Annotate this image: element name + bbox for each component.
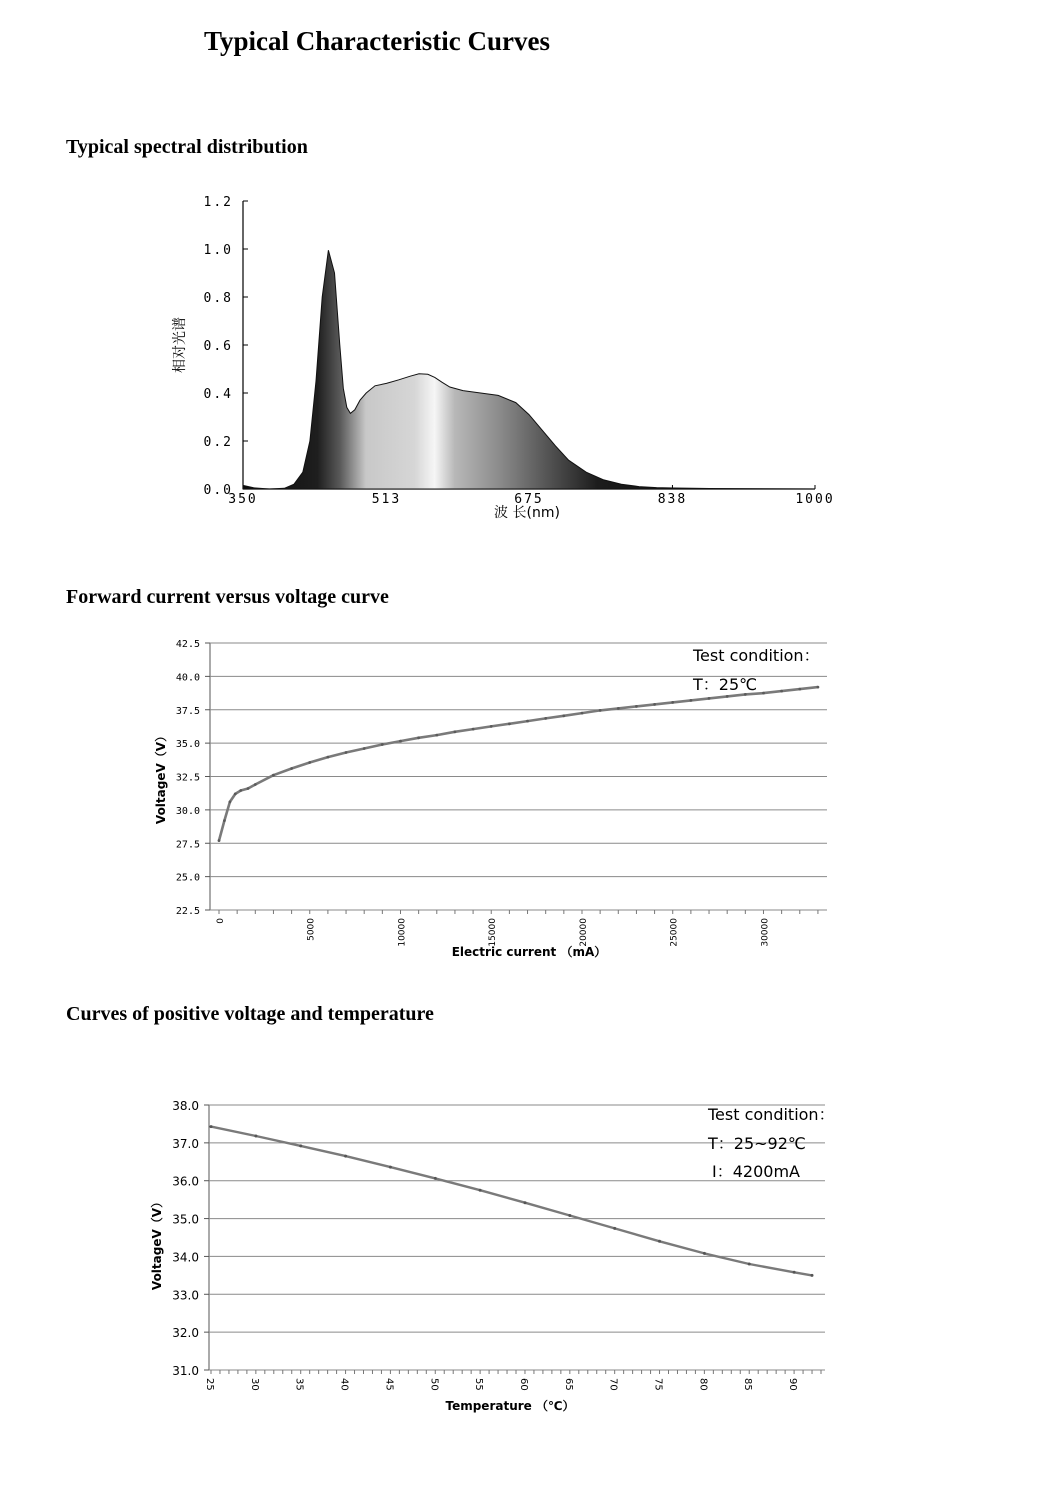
iv-point bbox=[254, 783, 257, 786]
x-tick-label: 30000 bbox=[760, 918, 771, 947]
x-tick-label: 30 bbox=[248, 1378, 260, 1391]
iv-point bbox=[798, 688, 801, 691]
x-tick-label: 15000 bbox=[488, 918, 499, 947]
iv-point bbox=[817, 686, 820, 689]
y-tick-label: 22.5 bbox=[175, 906, 200, 917]
iv-point bbox=[690, 699, 693, 702]
iv-point bbox=[562, 714, 565, 717]
x-tick-label: 45 bbox=[383, 1378, 395, 1391]
iv-point bbox=[599, 709, 602, 712]
vt-point bbox=[254, 1135, 257, 1138]
y-tick-label: 1.0 bbox=[203, 243, 233, 258]
x-tick-label: 0 bbox=[216, 918, 226, 924]
iv-point bbox=[726, 695, 729, 698]
test-condition-current: I：4200mA bbox=[712, 1162, 800, 1181]
iv-point bbox=[218, 839, 221, 842]
x-tick-label: 675 bbox=[514, 492, 544, 507]
y-tick-label: 38.0 bbox=[172, 1099, 199, 1113]
y-tick-label: 0.2 bbox=[203, 435, 233, 450]
y-tick-label: 32.5 bbox=[175, 772, 200, 784]
iv-point bbox=[234, 793, 237, 796]
iv-point bbox=[454, 730, 457, 733]
iv-point bbox=[472, 728, 475, 731]
iv-point bbox=[708, 697, 711, 700]
iv-point bbox=[327, 756, 330, 759]
x-tick-label: 50 bbox=[428, 1378, 440, 1391]
iv-point bbox=[345, 751, 348, 754]
y-tick-label: 27.5 bbox=[175, 839, 200, 851]
iv-chart bbox=[0, 620, 1060, 980]
y-tick-label: 1.2 bbox=[203, 195, 233, 210]
iv-point bbox=[272, 774, 275, 777]
vt-point bbox=[793, 1271, 796, 1274]
test-condition-label: Test condition： bbox=[708, 1105, 835, 1124]
iv-point bbox=[381, 743, 384, 746]
x-tick-label: 90 bbox=[787, 1378, 799, 1391]
vt-point bbox=[658, 1240, 661, 1243]
vt-point bbox=[748, 1263, 751, 1266]
y-tick-label: 34.0 bbox=[172, 1250, 199, 1265]
vt-point bbox=[703, 1252, 706, 1255]
x-tick-label: 60 bbox=[517, 1378, 529, 1391]
x-tick-label: 85 bbox=[742, 1378, 754, 1391]
spectrum-area bbox=[243, 250, 815, 489]
section-title-spectrum: Typical spectral distribution bbox=[66, 136, 308, 158]
iv-point bbox=[417, 736, 420, 739]
x-tick-label: 70 bbox=[607, 1378, 619, 1391]
iv-point bbox=[780, 690, 783, 693]
iv-point bbox=[635, 705, 638, 708]
vt-point bbox=[479, 1189, 482, 1192]
vt-point bbox=[299, 1144, 302, 1147]
y-tick-label: 0.6 bbox=[203, 339, 233, 354]
x-tick-label: 80 bbox=[697, 1378, 709, 1391]
x-tick-label: 10000 bbox=[397, 918, 408, 947]
iv-point bbox=[544, 717, 547, 720]
vt-chart bbox=[0, 1060, 1060, 1500]
y-tick-label: 35.0 bbox=[175, 739, 200, 751]
x-tick-label: 55 bbox=[473, 1378, 485, 1391]
x-tick-label: 65 bbox=[562, 1378, 574, 1391]
x-tick-label: 513 bbox=[371, 492, 402, 507]
iv-point bbox=[308, 761, 311, 764]
y-tick-label: 33.0 bbox=[172, 1288, 199, 1303]
y-axis-label: 相对光谱 bbox=[172, 317, 188, 373]
y-tick-label: 40.0 bbox=[175, 672, 200, 684]
vt-point bbox=[811, 1274, 814, 1277]
page-title: Typical Characteristic Curves bbox=[204, 26, 550, 56]
vt-point bbox=[524, 1201, 527, 1204]
iv-point bbox=[223, 819, 226, 822]
vt-point bbox=[389, 1166, 392, 1169]
iv-point bbox=[526, 720, 529, 723]
iv-point bbox=[435, 734, 438, 737]
section-title-vt: Curves of positive voltage and temperature bbox=[66, 1003, 434, 1025]
y-axis-label: VoltageV（V） bbox=[154, 729, 168, 825]
x-tick-label: 1000 bbox=[795, 492, 835, 507]
section-title-iv: Forward current versus voltage curve bbox=[66, 586, 389, 608]
x-tick-label: 75 bbox=[652, 1378, 664, 1391]
spectrum-chart bbox=[0, 0, 1060, 540]
x-tick-label: 20000 bbox=[578, 918, 589, 947]
x-tick-label: 838 bbox=[657, 492, 688, 507]
iv-point bbox=[490, 725, 493, 728]
y-tick-label: 36.0 bbox=[172, 1174, 199, 1189]
y-axis-label: VoltageV（V） bbox=[150, 1195, 164, 1291]
iv-point bbox=[239, 789, 242, 792]
vt-point bbox=[613, 1227, 616, 1230]
vt-point bbox=[344, 1155, 347, 1158]
x-tick-label: 25 bbox=[204, 1378, 215, 1391]
iv-point bbox=[399, 740, 402, 743]
x-tick-label: 5000 bbox=[306, 918, 317, 941]
test-condition-temperature: T：25℃ bbox=[693, 675, 758, 694]
test-condition-label: Test condition： bbox=[693, 646, 820, 665]
y-tick-label: 32.0 bbox=[172, 1326, 199, 1341]
vt-point bbox=[568, 1214, 571, 1217]
x-tick-label: 40 bbox=[338, 1378, 350, 1391]
iv-point bbox=[617, 707, 620, 710]
iv-point bbox=[363, 747, 366, 750]
y-tick-label: 25.0 bbox=[175, 872, 200, 884]
y-tick-label: 0.0 bbox=[203, 483, 233, 498]
x-axis-label: Temperature （℃） bbox=[445, 1399, 575, 1413]
y-tick-label: 42.5 bbox=[175, 639, 200, 650]
vt-point bbox=[434, 1177, 437, 1180]
x-tick-label: 25000 bbox=[669, 918, 680, 947]
x-axis-label: Electric current （mA） bbox=[451, 945, 607, 959]
iv-point bbox=[671, 701, 674, 704]
y-tick-label: 30.0 bbox=[175, 805, 200, 817]
x-tick-label: 35 bbox=[293, 1378, 305, 1391]
iv-point bbox=[653, 703, 656, 706]
iv-point bbox=[508, 722, 511, 725]
iv-point bbox=[290, 767, 293, 770]
y-tick-label: 35.0 bbox=[172, 1212, 199, 1227]
x-tick-label: 350 bbox=[228, 492, 258, 507]
y-tick-label: 37.0 bbox=[172, 1136, 199, 1151]
test-condition-temperature: T：25~92℃ bbox=[708, 1134, 806, 1153]
y-tick-label: 31.0 bbox=[172, 1364, 199, 1378]
iv-point bbox=[581, 712, 584, 715]
vt-point bbox=[210, 1125, 213, 1128]
iv-point bbox=[762, 692, 765, 695]
iv-point bbox=[247, 787, 250, 790]
iv-point bbox=[229, 801, 232, 804]
y-tick-label: 0.4 bbox=[203, 387, 233, 402]
y-tick-label: 37.5 bbox=[175, 705, 200, 717]
y-tick-label: 0.8 bbox=[203, 291, 233, 306]
x-axis-label: 波 长(nm) bbox=[494, 505, 560, 521]
